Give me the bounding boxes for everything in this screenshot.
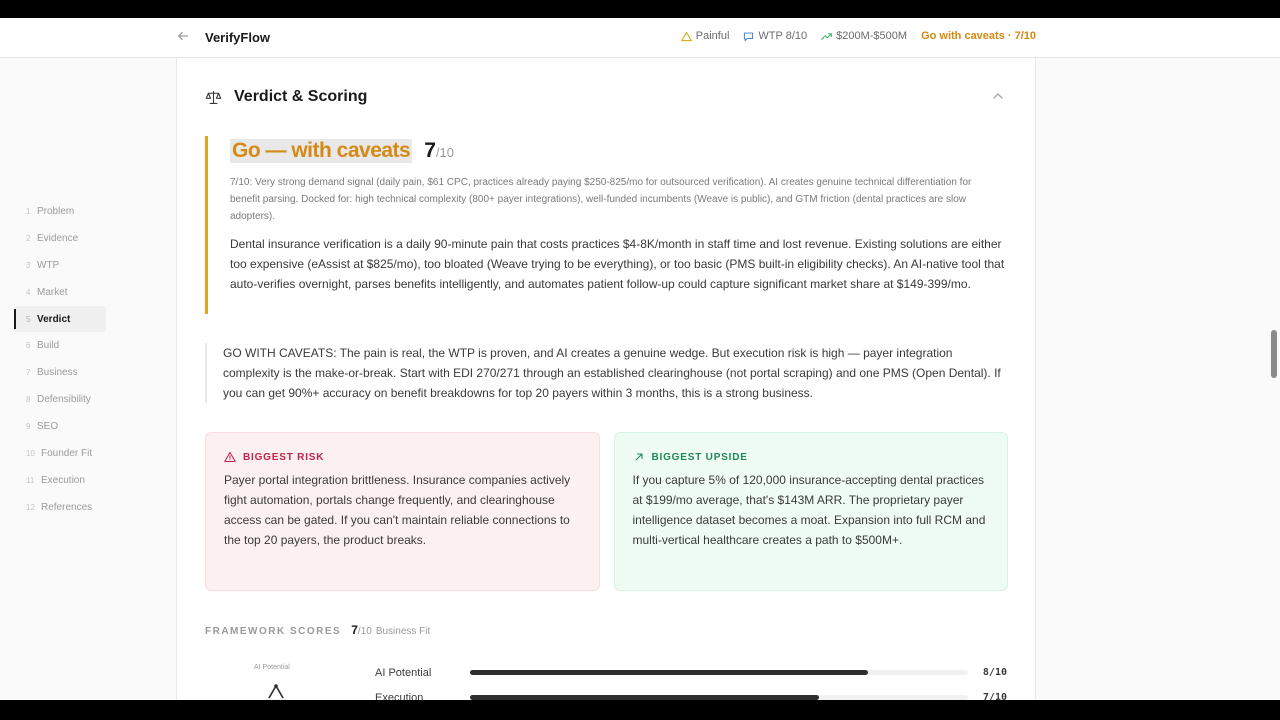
score-row-execution — [375, 685, 1015, 700]
nav-label: Founder Fit — [41, 447, 93, 459]
top-header — [0, 18, 1280, 58]
nav-label: Business — [37, 367, 78, 379]
alert-triangle-icon — [224, 451, 236, 463]
project-title: VerifyFlow — [205, 30, 271, 45]
risk-header — [224, 451, 581, 463]
score-value: 8/10 — [982, 667, 1007, 678]
nav-item-business[interactable] — [14, 359, 106, 386]
nav-label: Problem — [37, 205, 75, 217]
wtp-indicator — [743, 30, 807, 42]
nav-label: Market — [37, 286, 68, 298]
nav-num: 11 — [26, 475, 35, 485]
nav-item-build[interactable] — [14, 332, 106, 359]
pain-label: Painful — [695, 30, 730, 42]
nav-label: Evidence — [37, 232, 79, 244]
verdict-score-value: 7 — [424, 139, 436, 162]
nav-label: Verdict — [37, 313, 71, 325]
section-title: Verdict & Scoring — [234, 88, 368, 105]
score-label: AI Potential — [375, 666, 432, 679]
score-track — [470, 695, 968, 700]
nav-item-problem[interactable] — [14, 198, 106, 225]
arrow-up-right-icon — [633, 451, 645, 463]
framework-scores-header — [205, 623, 430, 637]
verdict-heading — [230, 139, 1009, 163]
framework-score-max: /10 — [357, 626, 372, 637]
arrow-left-icon — [176, 29, 190, 43]
score-fill — [470, 695, 819, 700]
nav-item-references[interactable] — [14, 494, 106, 521]
app-viewport — [0, 18, 1280, 700]
nav-item-seo[interactable] — [14, 413, 106, 440]
nav-num: 4 — [26, 287, 31, 297]
verdict-section-card — [176, 58, 1036, 700]
nav-num: 2 — [26, 233, 31, 243]
trending-up-icon — [821, 31, 832, 42]
risk-title: BIGGEST RISK — [243, 451, 325, 463]
back-button[interactable] — [176, 29, 190, 45]
biggest-upside-card — [614, 432, 1009, 591]
nav-label: WTP — [37, 259, 60, 271]
nav-label: SEO — [37, 421, 59, 433]
message-square-icon — [743, 31, 754, 42]
nav-num: 10 — [26, 448, 35, 458]
upside-header — [633, 451, 990, 463]
nav-item-market[interactable] — [14, 279, 106, 306]
framework-label: FRAMEWORK SCORES — [205, 626, 342, 637]
verdict-summary: Dental insurance verification is a daily 90-minute pain that costs practices $4-8K/month in staff time and lost revenue. Existing solutions are either too expensive (eAssist at $825/mo), too bloated (Weave trying to be everything), or too basic (PMS built-in eligibility checks). An AI-native tool that auto-verifies overnight, parses benefits intelligently, and automates patient follow-up could capture significant market share at $149-399/mo. — [230, 237, 1005, 291]
nav-item-evidence[interactable] — [14, 225, 106, 252]
collapse-button[interactable] — [991, 89, 1005, 103]
wtp-label: WTP 8/10 — [758, 30, 808, 42]
nav-item-execution[interactable] — [14, 467, 106, 494]
nav-item-founder-fit[interactable] — [14, 440, 106, 467]
framework-suffix: Business Fit — [375, 626, 431, 637]
score-value: 7/10 — [982, 692, 1007, 700]
nav-num: 12 — [26, 502, 35, 512]
upside-body: If you capture 5% of 120,000 insurance-accepting dental practices at $199/mo average, that's $143M ARR. The proprietary payer intelligence dataset becomes a moat. Expansion into full RCM and multi-vertical healthcare creates a path to $500M+. — [632, 473, 986, 547]
upside-title: BIGGEST UPSIDE — [651, 451, 748, 463]
nav-num: 9 — [26, 422, 31, 432]
score-row-ai-potential — [375, 660, 1015, 685]
page-scrollbar[interactable] — [1271, 330, 1277, 378]
nav-num: 3 — [26, 260, 31, 270]
verdict-score-max: /10 — [435, 145, 454, 160]
section-header[interactable] — [205, 88, 367, 106]
verdict-reason: 7/10: Very strong demand signal (daily pain, $61 CPC, practices already paying $250-825/mo for outsourced verification). AI creates genuine technical differentiation for benefit parsing. Docked for: high technical complexity (800+ payer integrations), well-funded incumbents (Weave is public), and GTM friction (dental practices are slow adopters). — [230, 177, 972, 222]
verdict-score — [424, 139, 454, 163]
radar-axis-label: AI Potential — [254, 664, 290, 671]
framework-bars — [375, 660, 1015, 700]
nav-num: 6 — [26, 341, 31, 351]
nav-num: 5 — [26, 314, 31, 324]
nav-num: 7 — [26, 368, 31, 378]
nav-item-verdict[interactable] — [14, 306, 106, 333]
nav-item-wtp[interactable] — [14, 252, 106, 279]
framework-score-value: 7 — [351, 623, 358, 637]
nav-label: Defensibility — [37, 394, 91, 406]
scale-icon — [205, 89, 222, 106]
radar-chart-icon — [265, 682, 287, 700]
nav-label: Build — [37, 340, 60, 352]
biggest-risk-card — [205, 432, 600, 591]
pain-indicator — [681, 30, 730, 42]
score-fill — [470, 670, 868, 675]
risk-body: Payer portal integration brittleness. Insurance companies actively fight automation, portals change frequently, and clearinghouse access can be gated. If you can't maintain reliable connections to the top 20 payers, the product breaks. — [224, 473, 571, 547]
score-track — [470, 670, 968, 675]
section-nav — [14, 198, 106, 521]
verdict-label: Go — with caveats — [232, 139, 411, 162]
go-statement: GO WITH CAVEATS: The pain is real, the WTP is proven, and AI creates a genuine wedge. But execution risk is high — payer integration complexity is the make-or-break. Start with EDI 270/271 through an established clearinghouse (not portal scraping) and one PMS (Open Dental). If you can get 90%+ accuracy on benefit breakdowns for top 20 payers within 3 months, this is a strong business. — [205, 343, 1009, 403]
market-label: $200M-$500M — [836, 30, 908, 42]
warning-triangle-icon — [681, 31, 692, 42]
chevron-up-icon — [991, 89, 1005, 103]
nav-label: References — [41, 501, 93, 513]
risk-upside-grid — [205, 432, 1008, 591]
nav-num: 8 — [26, 395, 31, 405]
framework-score — [351, 623, 372, 637]
nav-num: 1 — [26, 206, 31, 216]
verdict-block — [205, 136, 1009, 314]
verdict-badge: Go with caveats · 7/10 — [921, 30, 1036, 42]
score-label: Execution — [375, 691, 424, 700]
nav-item-defensibility[interactable] — [14, 386, 106, 413]
header-meta — [681, 30, 1036, 42]
nav-label: Execution — [41, 474, 85, 486]
market-indicator — [821, 30, 907, 42]
